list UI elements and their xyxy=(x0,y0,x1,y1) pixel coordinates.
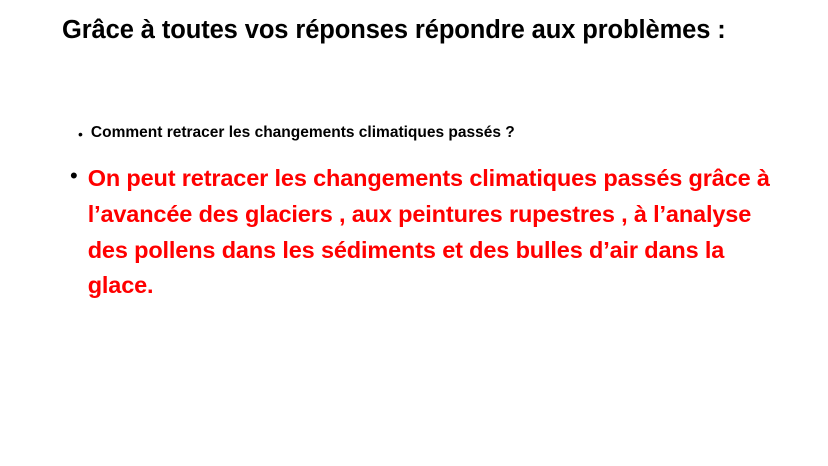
question-text: Comment retracer les changements climatiques passés ? xyxy=(90,124,515,141)
slide-body xyxy=(70,123,790,304)
bullet-point-icon: • xyxy=(78,126,83,142)
list-item-answer xyxy=(70,161,790,304)
list-item-question xyxy=(78,123,790,143)
page-title: Grâce à toutes vos réponses répondre aux problèmes : xyxy=(62,16,726,44)
bullet-point-icon: • xyxy=(70,163,78,189)
answer-text: On peut retracer les changements climatiques passés grâce à l’avancée des glaciers , aux peintures rupestres , à l’analyse des pollens dans les sédiments et des bulles d’air dans la glace. xyxy=(87,165,770,299)
